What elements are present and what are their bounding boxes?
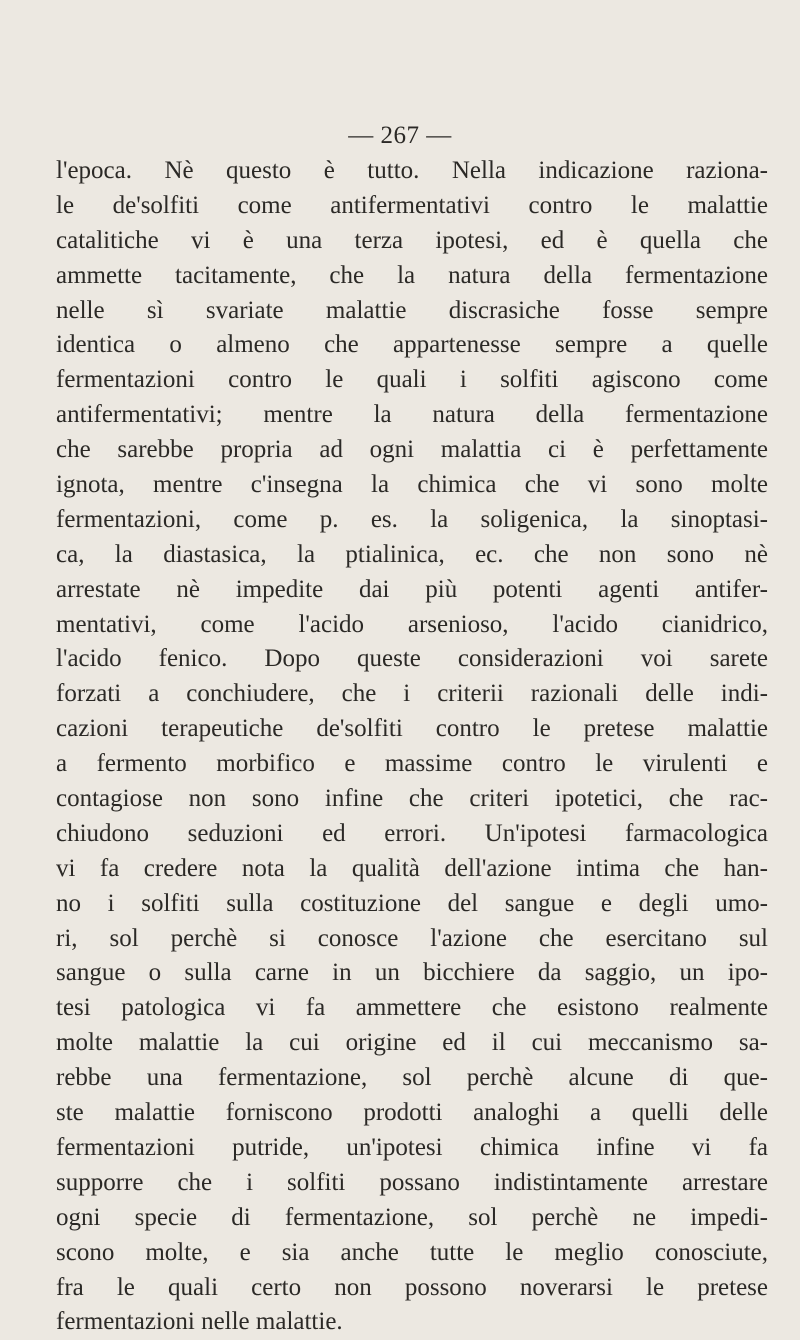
text-line: no i solfiti sulla costituzione del sangue e degli umo- [56,889,768,917]
text-line: che sarebbe propria ad ogni malattia ci è perfettamente [56,436,768,464]
text-line: vi fa credere nota la qualità dell'azione intima che han- [56,854,768,882]
text-line: l'acido fenico. Dopo queste considerazioni voi sarete [56,645,768,673]
text-line: identica o almeno che appartenesse sempre a quelle [56,331,768,359]
text-line: rebbe una fermentazione, sol perchè alcune di que- [56,1064,768,1092]
text-line: arrestate nè impedite dai più potenti agenti antifer- [56,575,768,603]
text-line: nelle sì svariate malattie discrasiche fosse sempre [56,296,768,324]
text-line: tesi patologica vi fa ammettere che esistono realmente [56,994,768,1022]
text-line: ignota, mentre c'insegna la chimica che vi sono molte [56,471,768,499]
text-line: ogni specie di fermentazione, sol perchè ne impedi- [56,1203,768,1231]
page-number: — 267 — [348,122,452,149]
text-line: fra le quali certo non possono noverarsi le pretese [56,1273,768,1301]
text-line: scono molte, e sia anche tutte le meglio conosciute, [56,1238,768,1266]
text-line: sangue o sulla carne in un bicchiere da saggio, un ipo- [56,959,768,987]
text-line: fermentazioni, come p. es. la soligenica, la sinoptasi- [56,505,768,533]
text-line: fermentazioni nelle malattie. [56,1308,343,1336]
text-line: fermentazioni contro le quali i solfiti agiscono come [56,366,768,394]
text-line: catalitiche vi è una terza ipotesi, ed è quella che [56,226,768,254]
text-line: chiudono seduzioni ed errori. Un'ipotesi farmacologica [56,819,768,847]
text-line: ste malattie forniscono prodotti analoghi a quelli delle [56,1099,768,1127]
text-line: fermentazioni putride, un'ipotesi chimica infine vi fa [56,1133,768,1161]
text-line: supporre che i solfiti possano indistintamente arrestare [56,1168,768,1196]
text-line: forzati a conchiudere, che i criterii razionali delle indi- [56,680,768,708]
body-text [56,154,768,1340]
text-line: contagiose non sono infine che criteri ipotetici, che rac- [56,785,768,813]
text-line: ri, sol perchè si conosce l'azione che esercitano sul [56,924,768,952]
text-line: molte malattie la cui origine ed il cui meccanismo sa- [56,1029,768,1057]
text-line: a fermento morbifico e massime contro le virulenti e [56,750,768,778]
text-line: le de'solfiti come antifermentativi contro le malattie [56,191,768,219]
text-line: ca, la diastasica, la ptialinica, ec. che non sono nè [56,540,768,568]
text-line: antifermentativi; mentre la natura della fermentazione [56,401,768,429]
text-line: cazioni terapeutiche de'solfiti contro le pretese malattie [56,715,768,743]
text-line: l'epoca. Nè questo è tutto. Nella indicazione raziona- [56,157,768,184]
text-line: mentativi, come l'acido arsenioso, l'acido cianidrico, [56,610,768,638]
text-line: ammette tacitamente, che la natura della fermentazione [56,261,768,289]
